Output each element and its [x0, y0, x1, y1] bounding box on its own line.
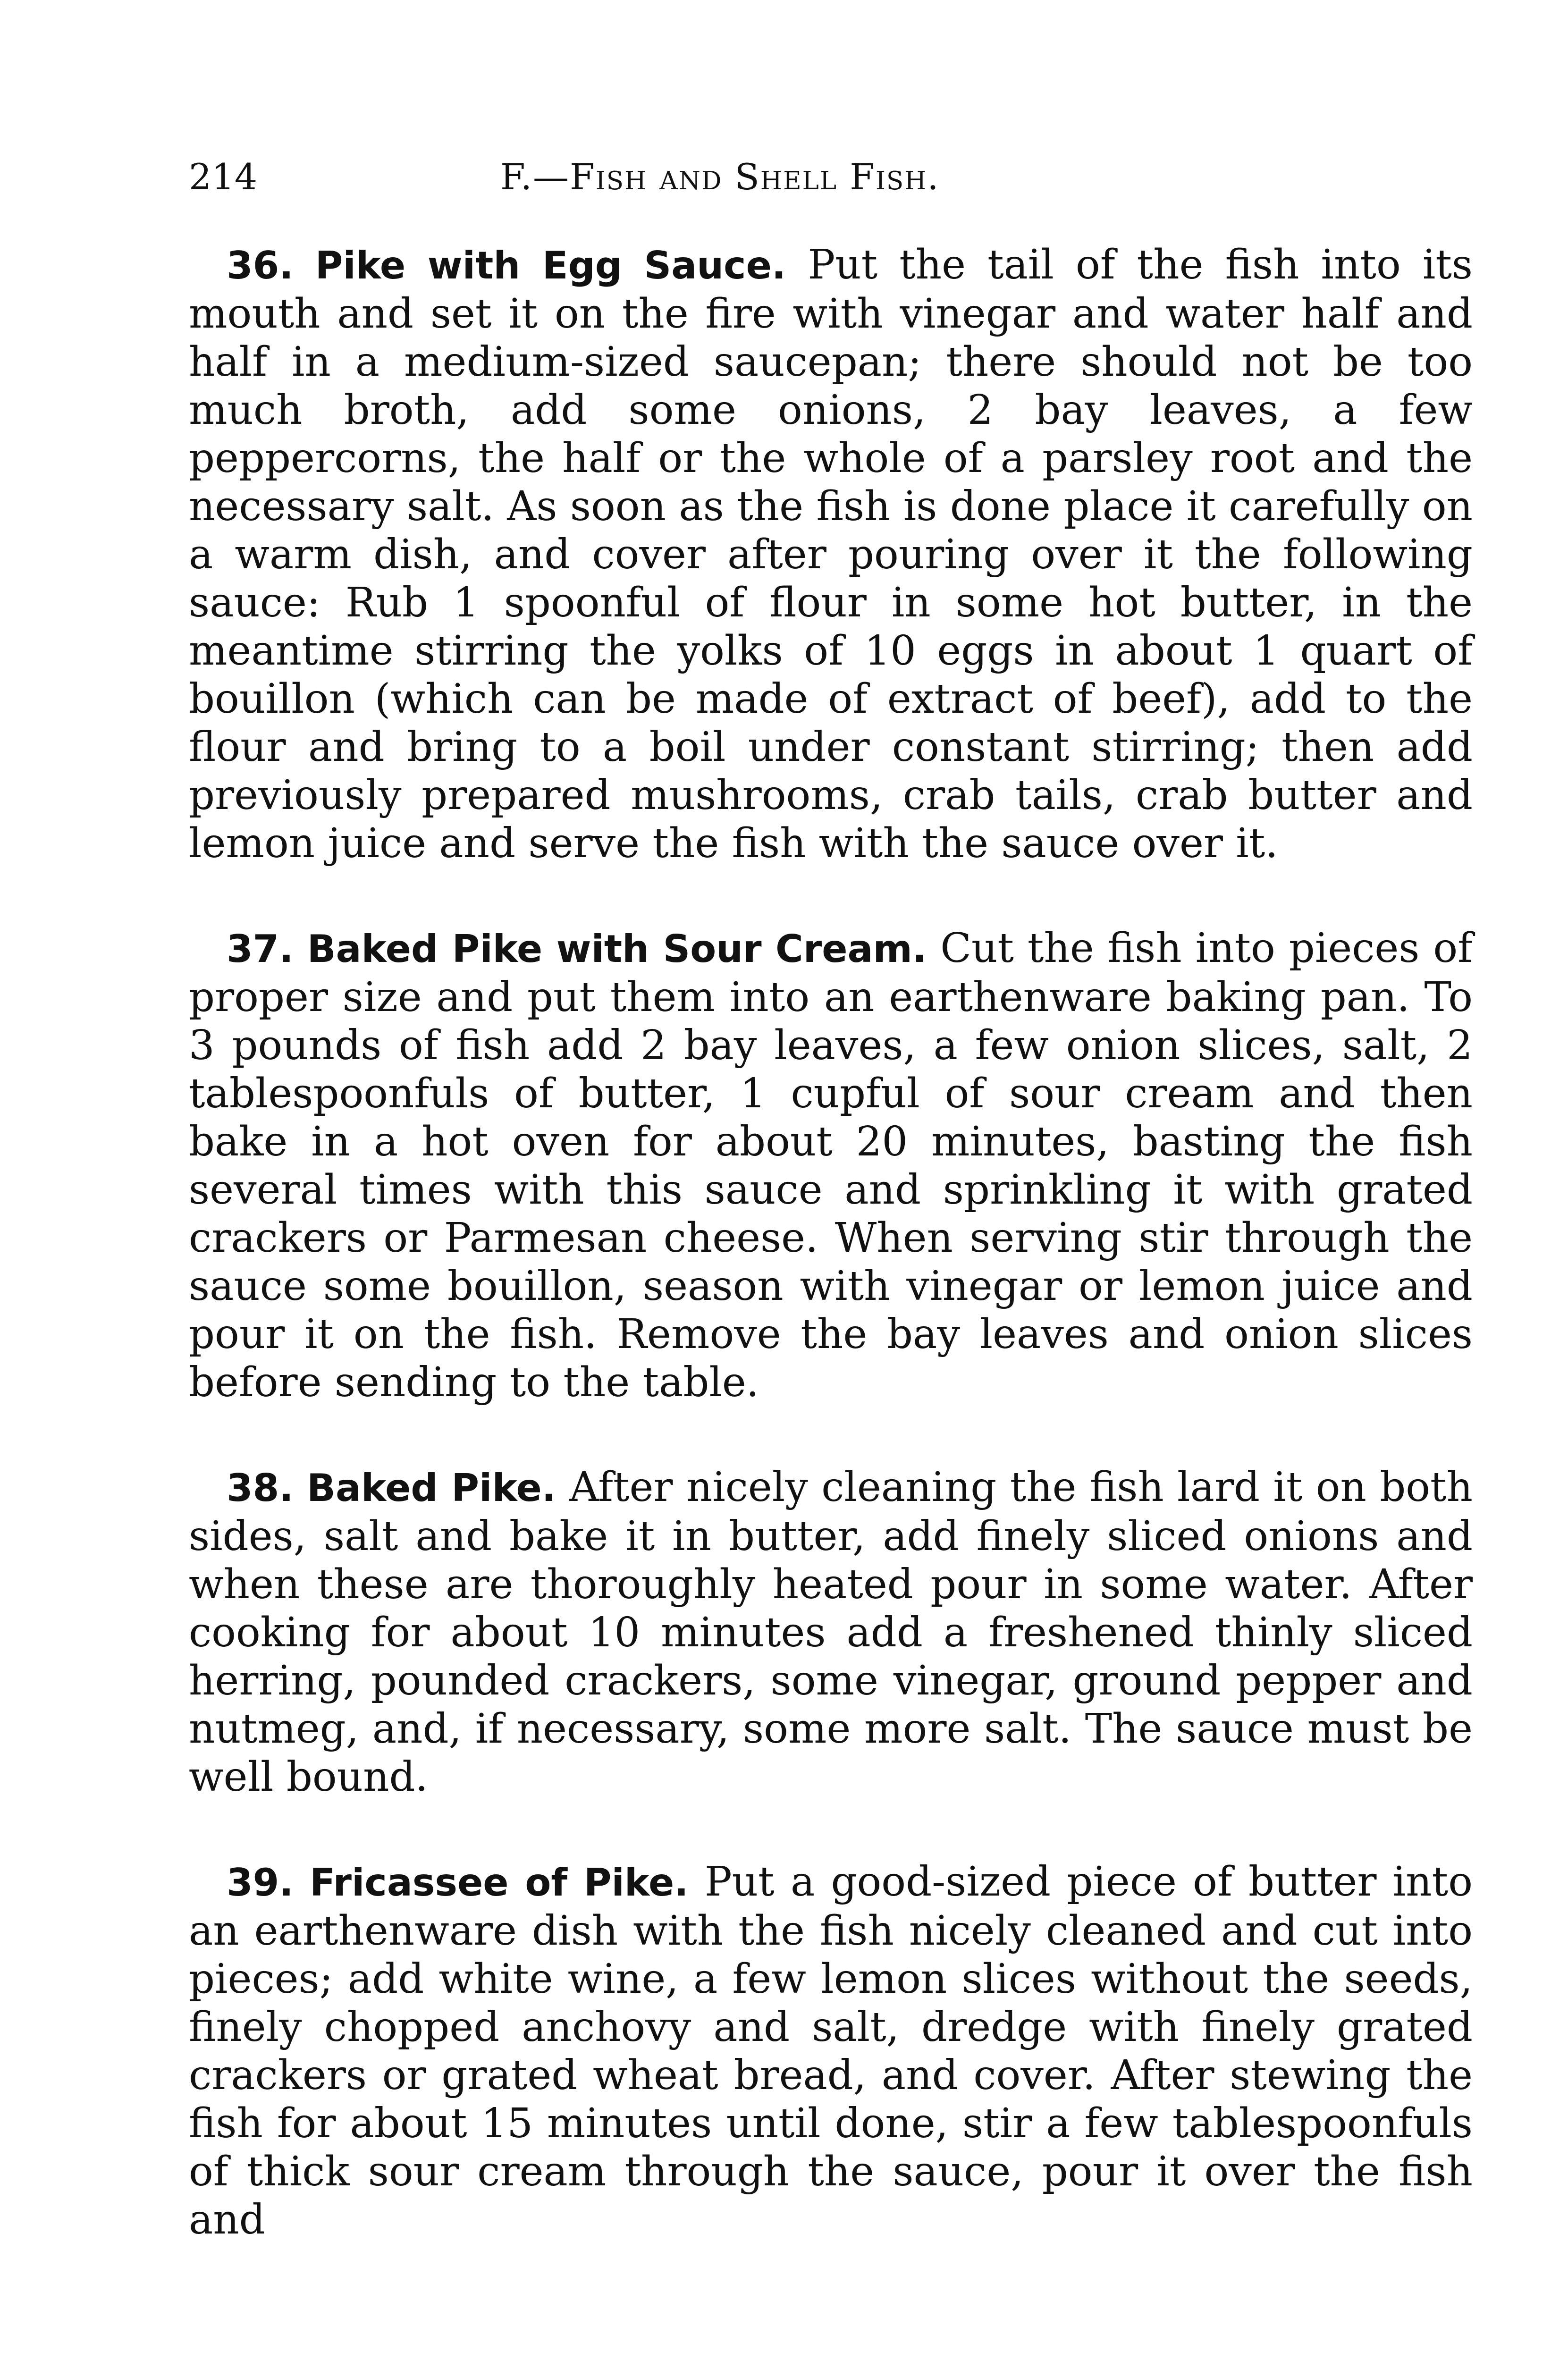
- section-title: F.—Fish and Shell Fish.: [500, 156, 940, 198]
- recipe-37: [189, 924, 1473, 1407]
- recipe-39: [189, 1858, 1473, 2244]
- recipe-number: 36.: [227, 244, 294, 287]
- running-head: [189, 156, 1473, 212]
- recipe-body: Cut the fish into pieces of proper size and put them into an earthenware baking pan. To 3 pounds of fish add 2 bay leaves, a few onion slices, salt, 2 tablespoonfuls of butter, 1 cupful of sour cream and then bake in a hot oven for about 20 minutes, basting the fish several times with this sauce and sprinkling it with grated crackers or Parmesan cheese. When serving stir through the sauce some bouillon, season with vinegar or lemon juice and pour it on the fish. Remove the bay leaves and onion slices before sending to the table.: [189, 925, 1473, 1406]
- recipe-body: Put a good-sized piece of butter into an earthenware dish with the fish nicely cleaned and cut into pieces; add white wine, a few lemon slices without the seeds, finely chopped anchovy and salt, dredge with finely grated crackers or grated wheat bread, and cover. After stewing the fish for about 15 minutes until done, stir a few tablespoonfuls of thick sour cream through the sauce, pour it over the fish and: [189, 1858, 1473, 2243]
- recipe-body: After nicely cleaning the fish lard it on both sides, salt and bake it in butter, add finely sliced onions and when these are thoroughly heated pour in some water. After cooking for about 10 minutes add a freshened thinly sliced herring, pounded crackers, some vinegar, ground pepper and nutmeg, and, if necessary, some more salt. The sauce must be well bound.: [189, 1464, 1473, 1801]
- recipe-title: Baked Pike.: [307, 1466, 556, 1510]
- recipe-38: [189, 1463, 1473, 1801]
- recipe-36: [189, 241, 1473, 868]
- recipe-number: 37.: [227, 927, 294, 971]
- recipe-title: Fricassee of Pike.: [309, 1861, 689, 1905]
- book-page: [189, 156, 1473, 2301]
- recipe-title: Baked Pike with Sour Cream.: [307, 927, 927, 971]
- recipe-title: Pike with Egg Sauce.: [315, 244, 786, 287]
- recipe-number: 39.: [227, 1861, 294, 1905]
- recipe-number: 38.: [227, 1466, 294, 1510]
- recipe-body: Put the tail of the fish into its mouth and set it on the fire with vinegar and water half and half in a medium-sized saucepan; there should not be too much broth, add some onions, 2 bay leaves, a few peppercorns, the half or the whole of a parsley root and the necessary salt. As soon as the fish is done place it carefully on a warm dish, and cover after pouring over it the following sauce: Rub 1 spoonful of flour in some hot butter, in the meantime stirring the yolks of 10 eggs in about 1 quart of bouillon (which can be made of extract of beef), add to the flour and bring to a boil under constant stirring; then add previously prepared mushrooms, crab tails, crab butter and lemon juice and serve the fish with the sauce over it.: [189, 241, 1473, 867]
- page-number: 214: [189, 156, 258, 198]
